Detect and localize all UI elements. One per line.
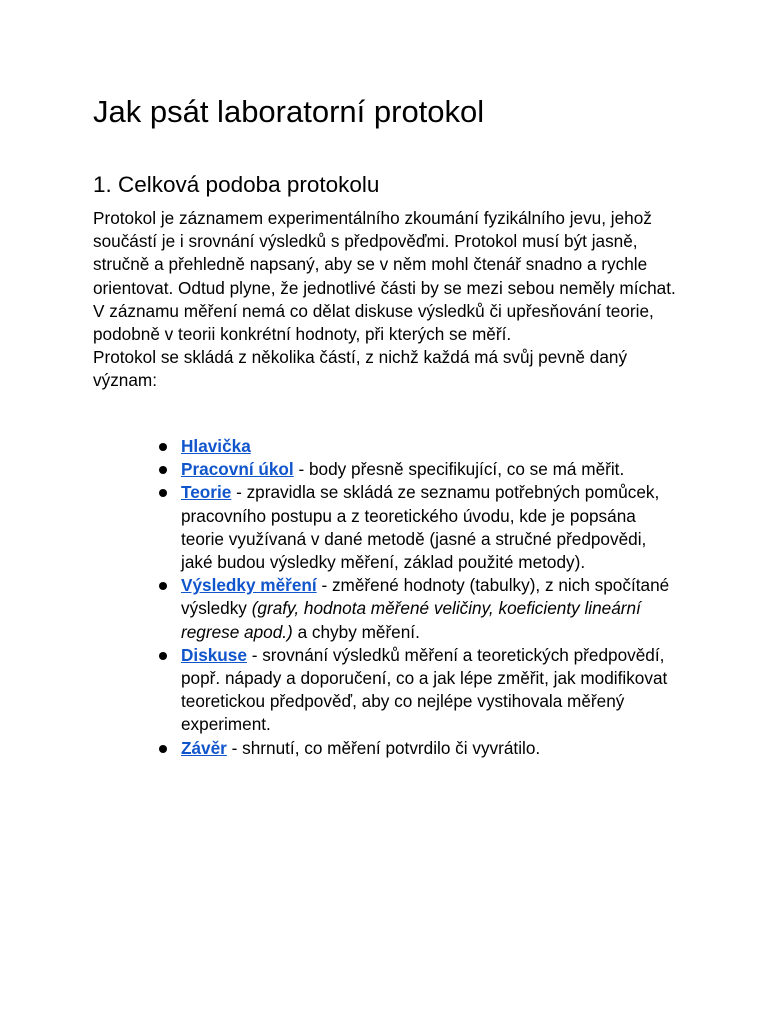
- list-item-diskuse: [93, 644, 671, 737]
- list-item-teorie: [93, 481, 671, 574]
- link-diskuse[interactable]: Diskuse: [181, 644, 247, 665]
- list-item-vysledky-mereni: [93, 574, 671, 644]
- list-item-text: - shrnutí, co měření potvrdilo či vyvrátilo.: [226, 737, 541, 758]
- list-item-text: - zpravidla se skládá ze seznamu potřebných pomůcek, pracovního postupu a z teoretického úvodu, kde je popsána teorie využívaná v dané metodě (jasné a stručné předpovědi, jaké budou výsledky měření, základ použité metody).: [181, 482, 660, 573]
- list-item-pracovni-ukol: [93, 458, 671, 481]
- link-hlavicka[interactable]: Hlavička: [181, 436, 251, 456]
- list-item-text: - změřené hodnoty (tabulky), z nich spočítané výsledky: [181, 575, 670, 619]
- intro-text: [93, 207, 683, 393]
- paragraph-intro: Protokol je záznamem experimentálního zkoumání fyzikálního jevu, jehož součástí je i srovnání výsledků s předpověďmi. Protokol musí být jasně, stručně a přehledně napsaný, aby se v něm mohl čtenář snadno a rychle orientovat. Odtud plyne, že jednotlivé části by se mezi sebou neměly míchat. V záznamu měření nemá co dělat diskuse výsledků či upřesňování teorie, podobně v teorii konkrétní hodnoty, při kterých se měří.: [93, 208, 676, 345]
- paragraph-parts: Protokol se skládá z několika částí, z nichž každá má svůj pevně daný význam:: [93, 347, 628, 391]
- bullet-icon: [159, 489, 167, 497]
- link-teorie[interactable]: Teorie: [181, 482, 232, 503]
- bullet-icon: [159, 582, 167, 590]
- section-heading: 1. Celková podoba protokolu: [93, 172, 380, 197]
- link-vysledky-mereni[interactable]: Výsledky měření: [181, 575, 317, 596]
- bullet-icon: [159, 652, 167, 660]
- bullet-icon: [159, 466, 167, 474]
- link-zaver[interactable]: Závěr: [181, 737, 227, 758]
- list-item-hlavicka: [93, 435, 671, 458]
- bullet-icon: [159, 443, 167, 451]
- document-title: Jak psát laboratorní protokol: [93, 94, 485, 129]
- link-pracovni-ukol[interactable]: Pracovní úkol: [181, 459, 294, 480]
- bullet-icon: [159, 745, 167, 753]
- list-item-text: - srovnání výsledků měření a teoretických předpovědí, popř. nápady a doporučení, co a jak lépe změřit, jak modifikovat teoretickou předpověď, aby co nejlépe vystihovala měřený experiment.: [181, 644, 668, 735]
- list-item-text-after: a chyby měření.: [292, 621, 420, 642]
- list-item-text: - body přesně specifikující, co se má měřit.: [293, 459, 625, 480]
- list-item-italic-text: (grafy, hodnota měřené veličiny, koeficienty lineární regrese apod.): [181, 598, 641, 642]
- protocol-parts-list: [93, 435, 693, 760]
- list-item-zaver: [93, 737, 671, 760]
